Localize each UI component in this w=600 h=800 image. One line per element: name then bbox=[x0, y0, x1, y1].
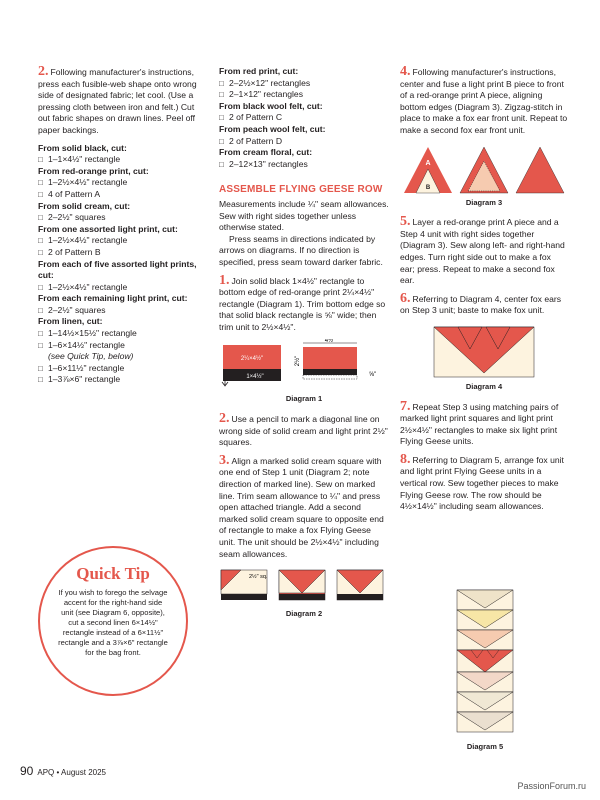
cut-item: □ 2–2½" squares bbox=[38, 212, 198, 224]
d1-label-five8: ⅝" bbox=[369, 372, 377, 379]
step-number: 8. bbox=[400, 451, 411, 467]
cut-item: □ 1–6×11½" rectangle bbox=[38, 363, 198, 375]
cut-heading: From solid black, cut: bbox=[38, 142, 127, 153]
cut-item: □ 2–1×12" rectangles bbox=[219, 89, 389, 101]
footer-text: APQ • August 2025 bbox=[37, 768, 106, 777]
diagram-1-caption: Diagram 1 bbox=[285, 394, 323, 404]
diagram-1 bbox=[219, 339, 389, 391]
step-1-paragraph bbox=[219, 272, 389, 334]
step-2b-paragraph bbox=[219, 413, 389, 449]
cut-group bbox=[38, 293, 198, 316]
cut-heading: From solid cream, cut: bbox=[38, 200, 131, 211]
step-4-paragraph bbox=[400, 66, 568, 137]
watermark: PassionForum.ru bbox=[517, 781, 586, 791]
step-text: Join solid black 1×4½" rectangle to bottom edge of red-orange print 2¼×4½" rectangle (Diagram 1). Trim bottom edge so that solid black rectangle is ⅝" wide; then trim unit to 2½×4½". bbox=[219, 275, 386, 332]
diagram-2 bbox=[219, 566, 389, 606]
cut-item: □ 2–2½" squares bbox=[38, 305, 198, 317]
step-text: Align a marked solid cream square with one end of Step 1 unit (Diagram 2; note direction of marked line). Sew on marked line. Trim seam allowance to ¼" and press open attached triangle. Add a second marked solid cream square to opposite end of rectangle to make a fox Flying Geese unit. The unit should be 2½×4½" including seam allowances. bbox=[219, 455, 384, 559]
cut-group bbox=[38, 166, 198, 201]
cut-heading: From peach wool felt, cut: bbox=[219, 123, 326, 134]
step-number: 6. bbox=[400, 290, 411, 306]
column-left bbox=[38, 66, 198, 386]
cut-heading: From each of five assorted light prints, cut: bbox=[38, 258, 197, 281]
diagram-4-caption: Diagram 4 bbox=[465, 381, 503, 391]
cut-group bbox=[219, 101, 389, 124]
cut-heading: From cream floral, cut: bbox=[219, 147, 313, 158]
cut-group bbox=[38, 143, 198, 166]
step-6-paragraph bbox=[400, 290, 568, 317]
cut-heading: From red print, cut: bbox=[219, 66, 299, 76]
cut-group bbox=[38, 201, 198, 224]
quick-tip-body: If you wish to forego the selvage accent for the right-hand side unit (see Diagram 6, opposite), cut a second linen 6×14½" rectangle instead of a 6×11½" rectangle and a 3⅞×6" rectangle for the bag front. bbox=[58, 588, 168, 657]
section-heading: ASSEMBLE FLYING GEESE ROW bbox=[219, 184, 383, 196]
step-5-paragraph bbox=[400, 216, 568, 287]
d1-label-black: 1×4½" bbox=[246, 374, 264, 381]
diagram-5 bbox=[455, 588, 515, 736]
cut-item: □ 1–3⅞×6" rectangle bbox=[38, 374, 198, 386]
cut-heading: From one assorted light print, cut: bbox=[38, 223, 178, 234]
d2-label: 2½" sq. bbox=[249, 574, 268, 581]
cut-heading: From each remaining light print, cut: bbox=[38, 293, 188, 304]
cut-item: □ 2 of Pattern B bbox=[38, 247, 198, 259]
step-number: 7. bbox=[400, 398, 411, 414]
step-text: Repeat Step 3 using matching pairs of marked light print squares and light print 2½×4½" rectangles to make six light print Flying Geese units. bbox=[400, 401, 559, 447]
step-text: Following manufacturer's instructions, press each fusible-web shape onto wrong side of designated fabric; let cool. (Use a pressing cloth between iron and felt.) Cut out fabric shapes on drawn lines. Peel off paper backings. bbox=[38, 67, 197, 135]
step-3-paragraph bbox=[219, 452, 389, 560]
d1-red-rect-right bbox=[303, 347, 357, 369]
cut-heading: From linen, cut: bbox=[38, 316, 103, 327]
cut-item: □ 2 of Pattern D bbox=[219, 136, 389, 148]
cut-group bbox=[219, 147, 389, 170]
step-number: 5. bbox=[400, 214, 411, 230]
diagram-2-caption: Diagram 2 bbox=[285, 609, 323, 619]
cut-item: □ 2–2½×12" rectangles bbox=[219, 78, 389, 90]
cut-item: □ 1–1×4½" rectangle bbox=[38, 154, 198, 166]
d5-row-units bbox=[457, 590, 513, 732]
intro-paragraph: Press seams in directions indicated by arrows on diagrams. If no direction is specified, press seam toward darker fabric. bbox=[219, 233, 383, 267]
step-text: Referring to Diagram 4, center fox ears on Step 3 unit; baste to make fox unit. bbox=[400, 293, 562, 316]
cut-group bbox=[219, 124, 389, 147]
page-footer bbox=[20, 764, 106, 778]
step-text: Use a pencil to mark a diagonal line on wrong side of solid cream and light print 2½" squares. bbox=[219, 414, 388, 448]
page-number: 90 bbox=[20, 764, 34, 778]
step-7-paragraph bbox=[400, 398, 568, 448]
step-number: 2. bbox=[219, 411, 230, 427]
cut-heading: From red-orange print, cut: bbox=[38, 165, 149, 176]
diagram-3 bbox=[400, 143, 568, 195]
step-number: 1. bbox=[219, 272, 230, 288]
step-2-paragraph bbox=[38, 66, 198, 137]
d3-label-b: B bbox=[425, 184, 431, 191]
d1-label-top: 4½" bbox=[324, 339, 336, 345]
cut-item: □ 1–14½×15½" rectangle bbox=[38, 328, 198, 340]
diagram-4 bbox=[400, 323, 568, 379]
cut-note: (see Quick Tip, below) bbox=[48, 351, 134, 362]
d1-trim-line bbox=[303, 375, 357, 379]
d3-label-a: A bbox=[425, 159, 431, 167]
column-right bbox=[400, 66, 568, 519]
d1-black-rect-right bbox=[303, 369, 357, 375]
step-text: Referring to Diagram 5, arrange fox unit and light print Flying Geese units in a vertical row. Sew together pieces to make Flying Geese row. The row should be 4½×14½" including seam allowances. bbox=[400, 454, 564, 512]
cut-group-linen bbox=[38, 316, 198, 386]
cut-item: □ 2 of Pattern C bbox=[219, 112, 389, 124]
cut-group bbox=[38, 259, 198, 294]
cut-group bbox=[38, 224, 198, 259]
cut-item: □ 2–12×13" rectangles bbox=[219, 159, 389, 171]
step-text: Layer a red-orange print A piece and a Step 4 unit with right sides together (Diagram 3). Sew along left- and right-hand edges. Turn right side out to make a fox ear; press. Repeat to make a second fox ear. bbox=[400, 217, 565, 286]
d1-label-side: 2½" bbox=[295, 356, 301, 367]
step-text: Following manufacturer's instructions, center and fuse a light print B piece to front of a red-orange print A piece, aligning bottom edges (Diagram 3). Zigzag-stitch in place to make a fox ear front unit. Repeat to make a second fox ear front unit. bbox=[400, 67, 568, 135]
step-number: 3. bbox=[219, 452, 230, 468]
quick-tip-circle bbox=[38, 546, 188, 696]
cut-heading: From black wool felt, cut: bbox=[219, 100, 323, 111]
step-number: 2. bbox=[38, 64, 49, 79]
diagram-3-caption: Diagram 3 bbox=[465, 197, 503, 207]
column-middle bbox=[219, 66, 389, 620]
step-number: 4. bbox=[400, 64, 411, 79]
cut-item: □ 4 of Pattern A bbox=[38, 189, 198, 201]
cut-group bbox=[219, 66, 389, 101]
cut-item: □ 1–2½×4½" rectangle bbox=[38, 235, 198, 247]
cut-item: □ 1–2½×4½" rectangle bbox=[38, 177, 198, 189]
d1-label-red: 2¼×4½" bbox=[240, 356, 264, 363]
quick-tip-title: Quick Tip bbox=[76, 564, 150, 583]
intro-paragraph: Measurements include ¼" seam allowances. Sew with right sides together unless otherwise stated. bbox=[219, 198, 389, 233]
cut-item: □ 1–2½×4½" rectangle bbox=[38, 282, 198, 294]
step-8-paragraph bbox=[400, 451, 568, 513]
cut-item: □ 1–6×14½" rectangle bbox=[38, 340, 198, 352]
diagram-5-caption: Diagram 5 bbox=[466, 742, 504, 751]
